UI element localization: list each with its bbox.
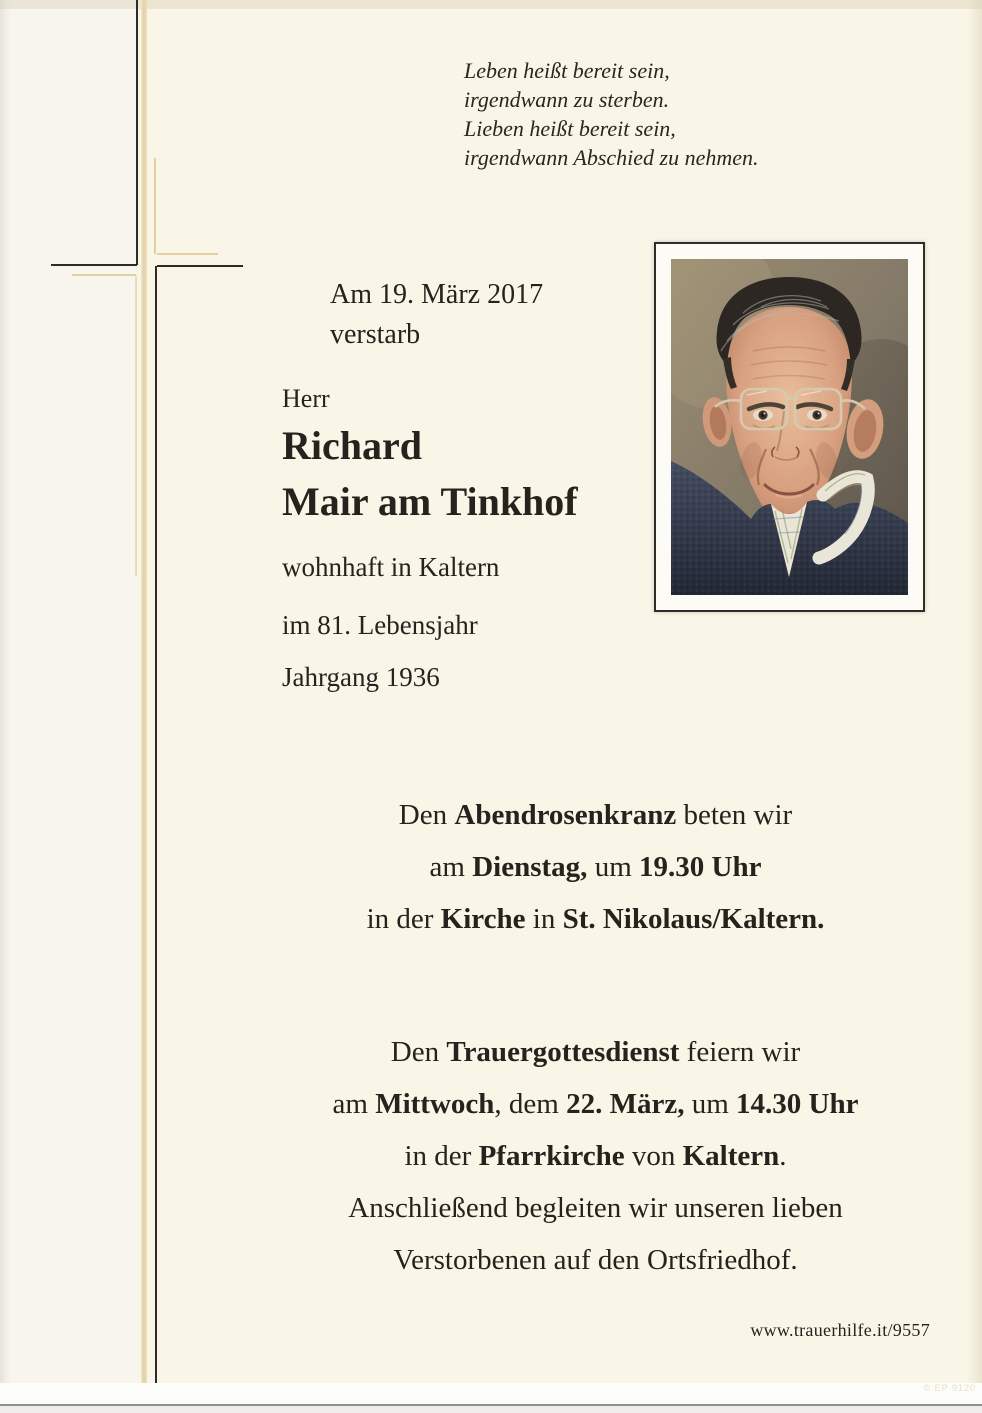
deceased-name [282, 418, 578, 530]
deceased-name-line1: Richard [282, 423, 422, 468]
funeral-notice [208, 1026, 982, 1286]
deceased-name-line2: Mair am Tinkhof [282, 479, 578, 524]
rosary-line: am Dienstag, um 19.30 Uhr [429, 851, 762, 883]
cross-gold-horizontal-left [72, 274, 136, 276]
cross-gold-horizontal-right [157, 253, 218, 255]
salutation: Herr [282, 384, 330, 413]
quote-line: Leben heißt bereit sein, [464, 58, 670, 83]
birth-year-line: Jahrgang 1936 [282, 662, 440, 692]
quote-line: irgendwann zu sterben. [464, 87, 670, 112]
scan-edge-top [0, 0, 982, 9]
death-verb-line: verstarb [330, 319, 421, 350]
funeral-line: am Mittwoch, dem 22. März, um 14.30 Uhr [332, 1088, 859, 1120]
cross-dark-vertical-top [136, 0, 138, 265]
left-margin-strip [0, 0, 137, 1383]
cross-dark-horizontal-right [157, 265, 243, 267]
death-date-line: Am 19. März 2017 [330, 279, 544, 310]
quote-line: Lieben heißt bereit sein, [464, 116, 676, 141]
memorial-quote [464, 56, 759, 172]
cross-gold-vertical-band [141, 0, 147, 1388]
print-code: © EP 9120 [923, 1383, 976, 1393]
portrait-photo-frame [654, 242, 925, 612]
scan-edge-left [0, 0, 10, 1383]
cross-dark-vertical-bottom [155, 266, 157, 1388]
funeral-line: Verstorbenen auf den Ortsfriedhof. [393, 1244, 798, 1276]
cross-dark-horizontal-left [51, 264, 137, 266]
funeral-line: in der Pfarrkirche von Kaltern. [404, 1140, 787, 1172]
scan-bottom-under [0, 1406, 982, 1413]
cross-gold-vertical-bottom [135, 276, 137, 576]
portrait-photo [671, 259, 908, 595]
rosary-line: in der Kirche in St. Nikolaus/Kaltern. [366, 903, 825, 935]
rosary-notice [208, 789, 982, 945]
age-line: im 81. Lebensjahr [282, 610, 478, 640]
cross-gold-vertical-top [154, 158, 156, 254]
death-date-block [330, 275, 543, 355]
quote-line: irgendwann Abschied zu nehmen. [464, 145, 759, 170]
website-url: www.trauerhilfe.it/9557 [750, 1320, 930, 1340]
rosary-line: Den Abendrosenkranz beten wir [398, 799, 793, 831]
residence-line: wohnhaft in Kaltern [282, 552, 500, 582]
funeral-line: Den Trauergottesdienst feiern wir [390, 1036, 801, 1068]
funeral-line: Anschließend begleiten wir unseren lieben [348, 1192, 843, 1224]
